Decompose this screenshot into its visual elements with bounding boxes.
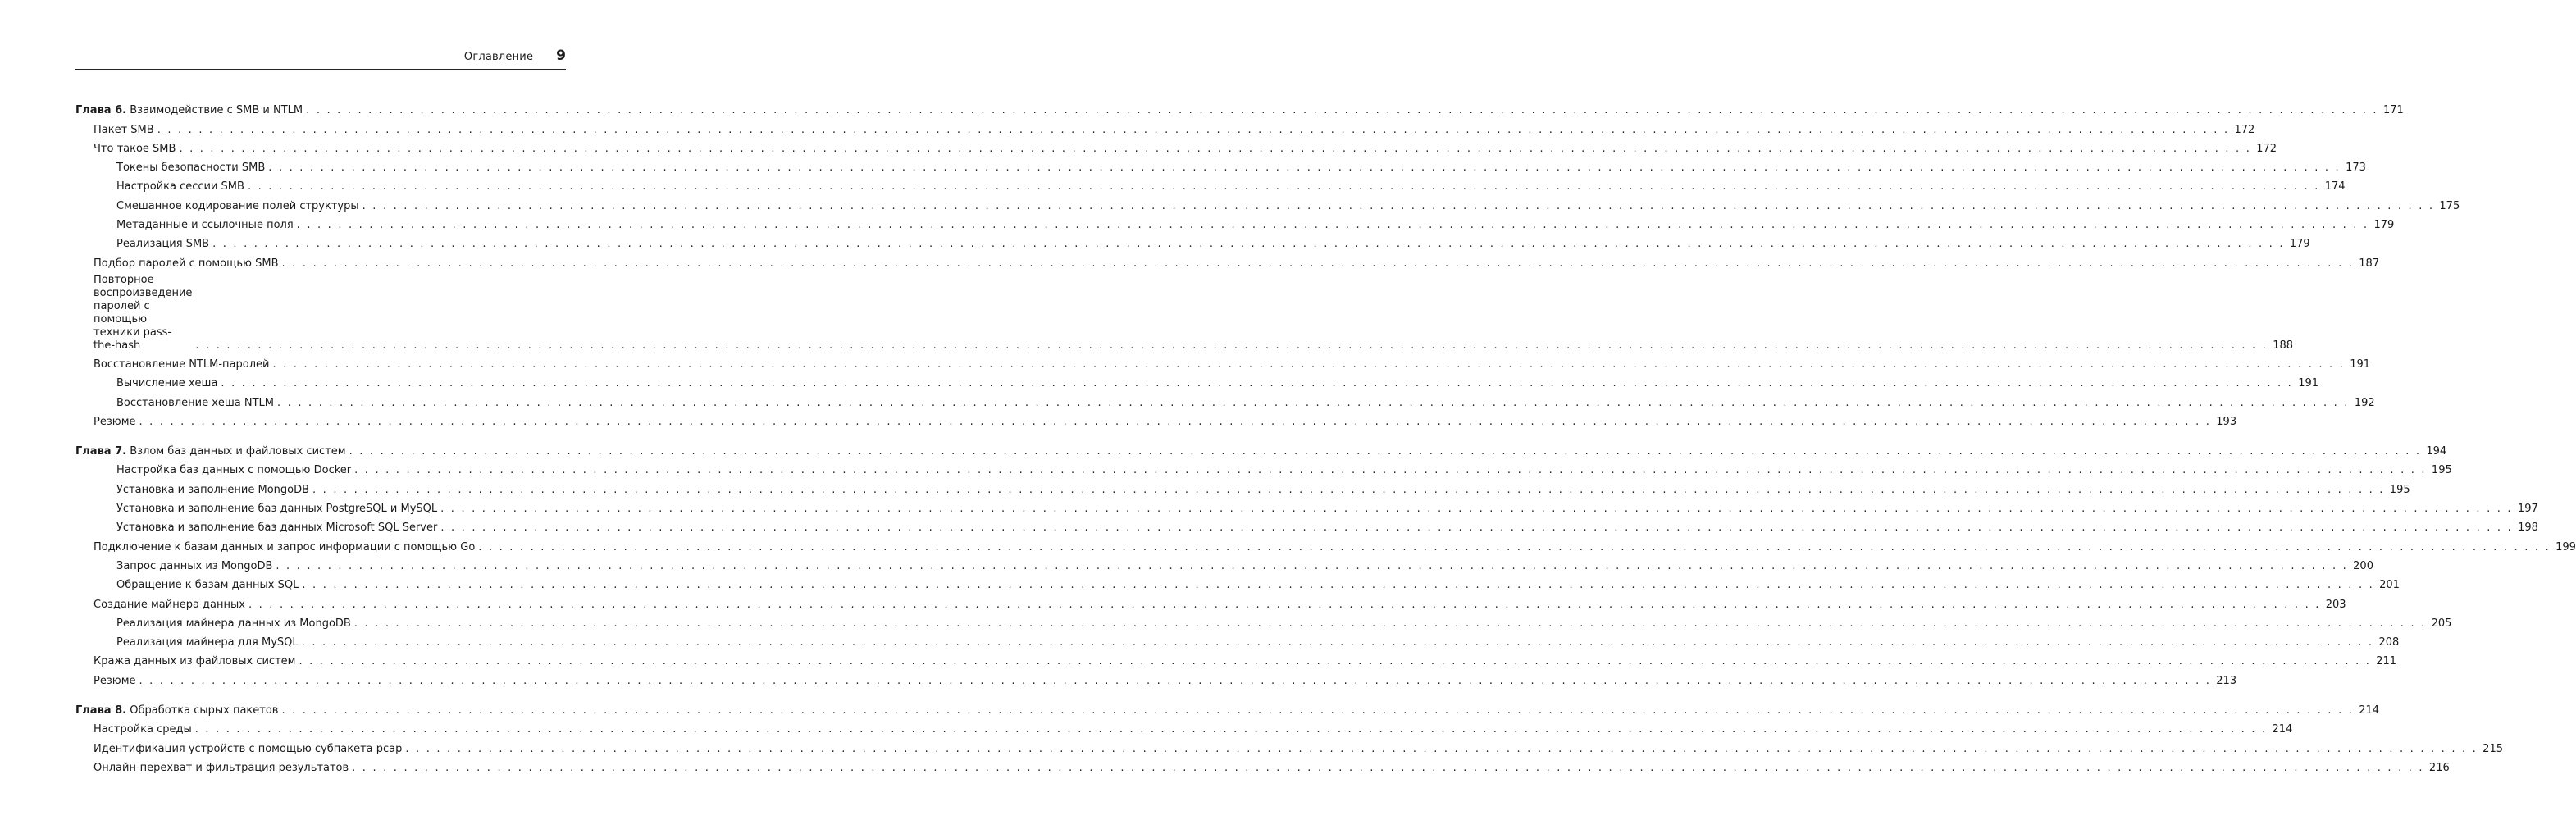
entry-title: Онлайн-перехват и фильтрация результатов	[93, 761, 349, 774]
dot-leader: . . . . . . . . . . . . . . . . . . . . . . . . . . . . . . . . . . . . . . . . . . . . . . . . . . . . . . . . . . . . . . . . . . . . . . . . . . . . . . . . . . . . . . . . . . . . . . . . . . . . . . . . . . . . . . . . . . . . . . . . . . . . . . . . . . . . . . . . . . . . . . . . . . . . . . . . . . . . . . . . . . . . . . . . . . . . . . . . . . . . . . . . . . . . . . . . . . . . . . . .	[139, 415, 2212, 428]
running-header	[75, 48, 566, 70]
entry-page-number: 179	[2373, 219, 2395, 232]
subsection-entry[interactable]	[75, 612, 2452, 631]
subsection-entry[interactable]	[75, 631, 2400, 649]
subsection-entry[interactable]	[75, 156, 2366, 175]
entry-page-number: 208	[2378, 636, 2400, 649]
entry-page-number: 179	[2289, 238, 2310, 251]
entry-page-number: 191	[2298, 377, 2319, 390]
entry-title-line1: Повторное воспроизведение паролей с помощью	[93, 273, 193, 326]
entry-title: Установка и заполнение баз данных Microsoft SQL Server	[116, 522, 438, 535]
entry-page-number: 188	[2273, 339, 2294, 352]
subsection-entry[interactable]	[75, 573, 2400, 592]
dot-leader: . . . . . . . . . . . . . . . . . . . . . . . . . . . . . . . . . . . . . . . . . . . . . . . . . . . . . . . . . . . . . . . . . . . . . . . . . . . . . . . . . . . . . . . . . . . . . . . . . . . . . . . . . . . . . . . . . . . . . . . . . . . . . . . . . . . . . . . . . . . . . . . . . . . . . . . . . . . . . . . . . . . . . . . . . . . . . . . . . . . . . . . . . . . . . . . . . . . . . . . .	[221, 377, 2294, 390]
section-gap	[75, 688, 566, 699]
entry-title: Что такое SMB	[93, 142, 176, 155]
section-entry[interactable]	[75, 117, 2255, 136]
entry-title: Обращение к базам данных SQL	[116, 579, 299, 592]
entry-title: Настройка среды	[93, 723, 192, 736]
chapter-heading	[75, 445, 346, 458]
dot-leader: . . . . . . . . . . . . . . . . . . . . . . . . . . . . . . . . . . . . . . . . . . . . . . . . . . . . . . . . . . . . . . . . . . . . . . . . . . . . . . . . . . . . . . . . . . . . . . . . . . . . . . . . . . . . . . . . . . . . . . . . . . . . . . . . . . . . . . . . . . . . . . . . . . . . . . . . . . . . . . . . . . . . . . . . . . . . . . . . . . . . . . . . . . . . . . . . . . . . . . . .	[301, 636, 2374, 649]
entry-page-number: 197	[2517, 503, 2538, 516]
entry-title: Реализация майнера для MySQL	[116, 636, 299, 649]
dot-leader: . . . . . . . . . . . . . . . . . . . . . . . . . . . . . . . . . . . . . . . . . . . . . . . . . . . . . . . . . . . . . . . . . . . . . . . . . . . . . . . . . . . . . . . . . . . . . . . . . . . . . . . . . . . . . . . . . . . . . . . . . . . . . . . . . . . . . . . . . . . . . . . . . . . . . . . . . . . . . . . . . . . . . . . . . . . . . . . . . . . . . . . . . . . . . . . . . . . . . . . .	[349, 445, 2422, 458]
dot-leader: . . . . . . . . . . . . . . . . . . . . . . . . . . . . . . . . . . . . . . . . . . . . . . . . . . . . . . . . . . . . . . . . . . . . . . . . . . . . . . . . . . . . . . . . . . . . . . . . . . . . . . . . . . . . . . . . . . . . . . . . . . . . . . . . . . . . . . . . . . . . . . . . . . . . . . . . . . . . . . . . . . . . . . . . . . . . . . . . . . . . . . . . . . . . . . . . . . . . . . . .	[212, 238, 2285, 251]
entry-page-number: 172	[2256, 142, 2277, 155]
dot-leader: . . . . . . . . . . . . . . . . . . . . . . . . . . . . . . . . . . . . . . . . . . . . . . . . . . . . . . . . . . . . . . . . . . . . . . . . . . . . . . . . . . . . . . . . . . . . . . . . . . . . . . . . . . . . . . . . . . . . . . . . . . . . . . . . . . . . . . . . . . . . . . . . . . . . . . . . . . . . . . . . . . . . . . . . . . . . . . . . . . . . . . . . . . . . . . . . . . . . . . . .	[179, 142, 2252, 155]
entry-page-number: 198	[2518, 522, 2538, 535]
entry-page-number: 215	[2483, 742, 2503, 755]
entry-page-number: 195	[2431, 464, 2452, 477]
chapter-title: Обработка сырых пакетов	[130, 704, 279, 718]
entry-title: Пакет SMB	[93, 123, 154, 136]
dot-leader: . . . . . . . . . . . . . . . . . . . . . . . . . . . . . . . . . . . . . . . . . . . . . . . . . . . . . . . . . . . . . . . . . . . . . . . . . . . . . . . . . . . . . . . . . . . . . . . . . . . . . . . . . . . . . . . . . . . . . . . . . . . . . . . . . . . . . . . . . . . . . . . . . . . . . . . . . . . . . . . . . . . . . . . . . . . . . . . . . . . . . . . . . . . . . . . . . . . . . . . .	[440, 522, 2513, 535]
table-of-contents	[75, 98, 2576, 775]
subsection-entry[interactable]	[75, 497, 2538, 516]
page-number: 9	[556, 48, 566, 64]
subsection-entry[interactable]	[75, 477, 2410, 496]
dot-leader: . . . . . . . . . . . . . . . . . . . . . . . . . . . . . . . . . . . . . . . . . . . . . . . . . . . . . . . . . . . . . . . . . . . . . . . . . . . . . . . . . . . . . . . . . . . . . . . . . . . . . . . . . . . . . . . . . . . . . . . . . . . . . . . . . . . . . . . . . . . . . . . . . . . . . . . . . . . . . . . . . . . . . . . . . . . . . . . . . . . . . . . . . . . . . . . . . . . . . . . .	[248, 598, 2321, 611]
chapter-entry[interactable]	[75, 699, 2380, 718]
section-entry[interactable]	[75, 756, 2450, 775]
dot-leader: . . . . . . . . . . . . . . . . . . . . . . . . . . . . . . . . . . . . . . . . . . . . . . . . . . . . . . . . . . . . . . . . . . . . . . . . . . . . . . . . . . . . . . . . . . . . . . . . . . . . . . . . . . . . . . . . . . . . . . . . . . . . . . . . . . . . . . . . . . . . . . . . . . . . . . . . . . . . . . . . . . . . . . . . . . . . . . . . . . . . . . . . . . . . . . . . . . . . . . . .	[302, 579, 2374, 592]
entry-page-number: 195	[2389, 483, 2410, 496]
section-entry[interactable]	[75, 649, 2397, 668]
dot-leader: . . . . . . . . . . . . . . . . . . . . . . . . . . . . . . . . . . . . . . . . . . . . . . . . . . . . . . . . . . . . . . . . . . . . . . . . . . . . . . . . . . . . . . . . . . . . . . . . . . . . . . . . . . . . . . . . . . . . . . . . . . . . . . . . . . . . . . . . . . . . . . . . . . . . . . . . . . . . . . . . . . . . . . . . . . . . . . . . . . . . . . . . . . . . . . . . . . . . . . . .	[195, 339, 2268, 352]
chapter-label: Глава 6.	[75, 104, 127, 117]
chapter-title: Взлом баз данных и файловых систем	[130, 445, 346, 458]
dot-leader: . . . . . . . . . . . . . . . . . . . . . . . . . . . . . . . . . . . . . . . . . . . . . . . . . . . . . . . . . . . . . . . . . . . . . . . . . . . . . . . . . . . . . . . . . . . . . . . . . . . . . . . . . . . . . . . . . . . . . . . . . . . . . . . . . . . . . . . . . . . . . . . . . . . . . . . . . . . . . . . . . . . . . . . . . . . . . . . . . . . . . . . . . . . . . . . . . . . . . . . .	[281, 257, 2355, 270]
subsection-entry[interactable]	[75, 554, 2373, 573]
section-entry[interactable]	[75, 736, 2503, 755]
entry-title: Кража данных из файловых систем	[93, 655, 296, 668]
entry-page-number: 187	[2359, 257, 2380, 270]
dot-leader: . . . . . . . . . . . . . . . . . . . . . . . . . . . . . . . . . . . . . . . . . . . . . . . . . . . . . . . . . . . . . . . . . . . . . . . . . . . . . . . . . . . . . . . . . . . . . . . . . . . . . . . . . . . . . . . . . . . . . . . . . . . . . . . . . . . . . . . . . . . . . . . . . . . . . . . . . . . . . . . . . . . . . . . . . . . . . . . . . . . . . . . . . . . . . . . . . . . . . . . .	[299, 655, 2372, 668]
section-entry[interactable]	[75, 535, 2576, 554]
subsection-entry[interactable]	[75, 516, 2538, 535]
entry-page-number: 211	[2376, 655, 2397, 668]
entry-title-line2: техники pass-the-hash	[93, 326, 172, 352]
dot-leader: . . . . . . . . . . . . . . . . . . . . . . . . . . . . . . . . . . . . . . . . . . . . . . . . . . . . . . . . . . . . . . . . . . . . . . . . . . . . . . . . . . . . . . . . . . . . . . . . . . . . . . . . . . . . . . . . . . . . . . . . . . . . . . . . . . . . . . . . . . . . . . . . . . . . . . . . . . . . . . . . . . . . . . . . . . . . . . . . . . . . . . . . . . . . . . . . . . . . . . . .	[440, 503, 2513, 516]
subsection-entry[interactable]	[75, 175, 2346, 194]
subsection-entry[interactable]	[75, 390, 2375, 409]
entry-title: Резюме	[93, 674, 136, 687]
entry-title: Токены безопасности SMB	[116, 162, 266, 175]
entry-page-number: 191	[2350, 358, 2371, 371]
dot-leader: . . . . . . . . . . . . . . . . . . . . . . . . . . . . . . . . . . . . . . . . . . . . . . . . . . . . . . . . . . . . . . . . . . . . . . . . . . . . . . . . . . . . . . . . . . . . . . . . . . . . . . . . . . . . . . . . . . . . . . . . . . . . . . . . . . . . . . . . . . . . . . . . . . . . . . . . . . . . . . . . . . . . . . . . . . . . . . . . . . . . . . . . . . . . . . . . . . . . . . . .	[405, 742, 2478, 755]
dot-leader: . . . . . . . . . . . . . . . . . . . . . . . . . . . . . . . . . . . . . . . . . . . . . . . . . . . . . . . . . . . . . . . . . . . . . . . . . . . . . . . . . . . . . . . . . . . . . . . . . . . . . . . . . . . . . . . . . . . . . . . . . . . . . . . . . . . . . . . . . . . . . . . . . . . . . . . . . . . . . . . . . . . . . . . . . . . . . . . . . . . . . . . . . . . . . . . . . . . . . . . .	[272, 358, 2346, 371]
entry-page-number: 199	[2555, 540, 2576, 554]
entry-title: Резюме	[93, 415, 136, 428]
chapter-label: Глава 8.	[75, 704, 127, 718]
section-gap	[75, 429, 566, 440]
entry-page-number: 214	[2272, 723, 2293, 736]
dot-leader: . . . . . . . . . . . . . . . . . . . . . . . . . . . . . . . . . . . . . . . . . . . . . . . . . . . . . . . . . . . . . . . . . . . . . . . . . . . . . . . . . . . . . . . . . . . . . . . . . . . . . . . . . . . . . . . . . . . . . . . . . . . . . . . . . . . . . . . . . . . . . . . . . . . . . . . . . . . . . . . . . . . . . . . . . . . . . . . . . . . . . . . . . . . . . . . . . . . . . . . .	[362, 199, 2435, 212]
entry-page-number: 172	[2234, 123, 2255, 136]
chapter-entry[interactable]	[75, 440, 2447, 458]
section-entry[interactable]	[75, 592, 2346, 611]
dot-leader: . . . . . . . . . . . . . . . . . . . . . . . . . . . . . . . . . . . . . . . . . . . . . . . . . . . . . . . . . . . . . . . . . . . . . . . . . . . . . . . . . . . . . . . . . . . . . . . . . . . . . . . . . . . . . . . . . . . . . . . . . . . . . . . . . . . . . . . . . . . . . . . . . . . . . . . . . . . . . . . . . . . . . . . . . . . . . . . . . . . . . . . . . . . . . . . . . . . . . . . .	[194, 723, 2268, 736]
entry-page-number: 205	[2431, 617, 2452, 630]
section-entry[interactable]	[75, 251, 2380, 270]
dot-leader: . . . . . . . . . . . . . . . . . . . . . . . . . . . . . . . . . . . . . . . . . . . . . . . . . . . . . . . . . . . . . . . . . . . . . . . . . . . . . . . . . . . . . . . . . . . . . . . . . . . . . . . . . . . . . . . . . . . . . . . . . . . . . . . . . . . . . . . . . . . . . . . . . . . . . . . . . . . . . . . . . . . . . . . . . . . . . . . . . . . . . . . . . . . . . . . . . . . . . . . .	[353, 617, 2427, 630]
entry-title: Восстановление хеша NTLM	[116, 396, 275, 409]
subsection-entry[interactable]	[75, 194, 2460, 212]
section-entry[interactable]	[75, 137, 2277, 156]
chapter-heading	[75, 104, 303, 117]
entry-title: Настройка баз данных с помощью Docker	[116, 464, 352, 477]
entry-page-number: 175	[2439, 199, 2460, 212]
entry-title: Запрос данных из MongoDB	[116, 559, 273, 572]
entry-title: Настройка сессии SMB	[116, 180, 244, 194]
entry-title: Установка и заполнение баз данных PostgreSQL и MySQL	[116, 503, 438, 516]
dot-leader: . . . . . . . . . . . . . . . . . . . . . . . . . . . . . . . . . . . . . . . . . . . . . . . . . . . . . . . . . . . . . . . . . . . . . . . . . . . . . . . . . . . . . . . . . . . . . . . . . . . . . . . . . . . . . . . . . . . . . . . . . . . . . . . . . . . . . . . . . . . . . . . . . . . . . . . . . . . . . . . . . . . . . . . . . . . . . . . . . . . . . . . . . . . . . . . . . . . . . . . .	[352, 761, 2424, 774]
entry-page-number: 173	[2346, 162, 2366, 175]
entry-title: Создание майнера данных	[93, 598, 245, 611]
subsection-entry[interactable]	[75, 213, 2395, 232]
section-entry[interactable]	[75, 718, 2293, 736]
dot-leader: . . . . . . . . . . . . . . . . . . . . . . . . . . . . . . . . . . . . . . . . . . . . . . . . . . . . . . . . . . . . . . . . . . . . . . . . . . . . . . . . . . . . . . . . . . . . . . . . . . . . . . . . . . . . . . . . . . . . . . . . . . . . . . . . . . . . . . . . . . . . . . . . . . . . . . . . . . . . . . . . . . . . . . . . . . . . . . . . . . . . . . . . . . . . . . . . . . . . . . . .	[281, 704, 2355, 718]
section-entry[interactable]	[75, 410, 2237, 429]
dot-leader: . . . . . . . . . . . . . . . . . . . . . . . . . . . . . . . . . . . . . . . . . . . . . . . . . . . . . . . . . . . . . . . . . . . . . . . . . . . . . . . . . . . . . . . . . . . . . . . . . . . . . . . . . . . . . . . . . . . . . . . . . . . . . . . . . . . . . . . . . . . . . . . . . . . . . . . . . . . . . . . . . . . . . . . . . . . . . . . . . . . . . . . . . . . . . . . . . . . . . . . .	[354, 464, 2427, 477]
entry-title: Установка и заполнение MongoDB	[116, 483, 310, 496]
subsection-entry[interactable]	[75, 458, 2452, 477]
dot-leader: . . . . . . . . . . . . . . . . . . . . . . . . . . . . . . . . . . . . . . . . . . . . . . . . . . . . . . . . . . . . . . . . . . . . . . . . . . . . . . . . . . . . . . . . . . . . . . . . . . . . . . . . . . . . . . . . . . . . . . . . . . . . . . . . . . . . . . . . . . . . . . . . . . . . . . . . . . . . . . . . . . . . . . . . . . . . . . . . . . . . . . . . . . . . . . . . . . . . . . . .	[276, 559, 2348, 572]
entry-title	[93, 274, 192, 353]
dot-leader: . . . . . . . . . . . . . . . . . . . . . . . . . . . . . . . . . . . . . . . . . . . . . . . . . . . . . . . . . . . . . . . . . . . . . . . . . . . . . . . . . . . . . . . . . . . . . . . . . . . . . . . . . . . . . . . . . . . . . . . . . . . . . . . . . . . . . . . . . . . . . . . . . . . . . . . . . . . . . . . . . . . . . . . . . . . . . . . . . . . . . . . . . . . . . . . . . . . . . . . .	[306, 104, 2378, 117]
dot-leader: . . . . . . . . . . . . . . . . . . . . . . . . . . . . . . . . . . . . . . . . . . . . . . . . . . . . . . . . . . . . . . . . . . . . . . . . . . . . . . . . . . . . . . . . . . . . . . . . . . . . . . . . . . . . . . . . . . . . . . . . . . . . . . . . . . . . . . . . . . . . . . . . . . . . . . . . . . . . . . . . . . . . . . . . . . . . . . . . . . . . . . . . . . . . . . . . . . . . . . . .	[478, 540, 2551, 554]
dot-leader: . . . . . . . . . . . . . . . . . . . . . . . . . . . . . . . . . . . . . . . . . . . . . . . . . . . . . . . . . . . . . . . . . . . . . . . . . . . . . . . . . . . . . . . . . . . . . . . . . . . . . . . . . . . . . . . . . . . . . . . . . . . . . . . . . . . . . . . . . . . . . . . . . . . . . . . . . . . . . . . . . . . . . . . . . . . . . . . . . . . . . . . . . . . . . . . . . . . . . . . .	[312, 483, 2385, 496]
entry-title: Подбор паролей с помощью SMB	[93, 257, 279, 270]
section-entry[interactable]	[75, 353, 2371, 371]
chapter-label: Глава 7.	[75, 445, 127, 458]
subsection-entry[interactable]	[75, 232, 2310, 251]
entry-title: Реализация SMB	[116, 238, 210, 251]
entry-page-number: 216	[2428, 761, 2450, 774]
entry-page-number: 201	[2379, 579, 2400, 592]
entry-title: Метаданные и ссылочные поля	[116, 219, 294, 232]
chapter-entry[interactable]	[75, 98, 2404, 117]
entry-page-number: 192	[2354, 396, 2375, 409]
entry-title: Вычисление хеша	[116, 377, 218, 390]
entry-title: Подключение к базам данных и запрос информации с помощью Go	[93, 540, 476, 554]
section-entry[interactable]	[75, 271, 2294, 353]
dot-leader: . . . . . . . . . . . . . . . . . . . . . . . . . . . . . . . . . . . . . . . . . . . . . . . . . . . . . . . . . . . . . . . . . . . . . . . . . . . . . . . . . . . . . . . . . . . . . . . . . . . . . . . . . . . . . . . . . . . . . . . . . . . . . . . . . . . . . . . . . . . . . . . . . . . . . . . . . . . . . . . . . . . . . . . . . . . . . . . . . . . . . . . . . . . . . . . . . . . . . . . .	[139, 674, 2212, 687]
entry-page-number: 174	[2324, 180, 2346, 194]
entry-title: Смешанное кодирование полей структуры	[116, 199, 359, 212]
chapter-heading	[75, 704, 278, 718]
entry-title: Реализация майнера данных из MongoDB	[116, 617, 351, 630]
dot-leader: . . . . . . . . . . . . . . . . . . . . . . . . . . . . . . . . . . . . . . . . . . . . . . . . . . . . . . . . . . . . . . . . . . . . . . . . . . . . . . . . . . . . . . . . . . . . . . . . . . . . . . . . . . . . . . . . . . . . . . . . . . . . . . . . . . . . . . . . . . . . . . . . . . . . . . . . . . . . . . . . . . . . . . . . . . . . . . . . . . . . . . . . . . . . . . . . . . . . . . . .	[268, 162, 2341, 175]
subsection-entry[interactable]	[75, 371, 2319, 390]
dot-leader: . . . . . . . . . . . . . . . . . . . . . . . . . . . . . . . . . . . . . . . . . . . . . . . . . . . . . . . . . . . . . . . . . . . . . . . . . . . . . . . . . . . . . . . . . . . . . . . . . . . . . . . . . . . . . . . . . . . . . . . . . . . . . . . . . . . . . . . . . . . . . . . . . . . . . . . . . . . . . . . . . . . . . . . . . . . . . . . . . . . . . . . . . . . . . . . . . . . . . . . .	[277, 396, 2350, 409]
dot-leader: . . . . . . . . . . . . . . . . . . . . . . . . . . . . . . . . . . . . . . . . . . . . . . . . . . . . . . . . . . . . . . . . . . . . . . . . . . . . . . . . . . . . . . . . . . . . . . . . . . . . . . . . . . . . . . . . . . . . . . . . . . . . . . . . . . . . . . . . . . . . . . . . . . . . . . . . . . . . . . . . . . . . . . . . . . . . . . . . . . . . . . . . . . . . . . . . . . . . . . . .	[296, 219, 2369, 232]
entry-page-number: 193	[2216, 415, 2237, 428]
entry-title: Восстановление NTLM-паролей	[93, 358, 270, 371]
entry-page-number: 203	[2325, 598, 2346, 611]
entry-page-number: 200	[2353, 559, 2373, 572]
dot-leader: . . . . . . . . . . . . . . . . . . . . . . . . . . . . . . . . . . . . . . . . . . . . . . . . . . . . . . . . . . . . . . . . . . . . . . . . . . . . . . . . . . . . . . . . . . . . . . . . . . . . . . . . . . . . . . . . . . . . . . . . . . . . . . . . . . . . . . . . . . . . . . . . . . . . . . . . . . . . . . . . . . . . . . . . . . . . . . . . . . . . . . . . . . . . . . . . . . . . . . . .	[247, 180, 2320, 194]
chapter-page-number: 171	[2382, 104, 2404, 117]
entry-title: Идентификация устройств с помощью субпакета pcap	[93, 742, 403, 755]
chapter-page-number: 214	[2359, 704, 2380, 718]
dot-leader: . . . . . . . . . . . . . . . . . . . . . . . . . . . . . . . . . . . . . . . . . . . . . . . . . . . . . . . . . . . . . . . . . . . . . . . . . . . . . . . . . . . . . . . . . . . . . . . . . . . . . . . . . . . . . . . . . . . . . . . . . . . . . . . . . . . . . . . . . . . . . . . . . . . . . . . . . . . . . . . . . . . . . . . . . . . . . . . . . . . . . . . . . . . . . . . . . . . . . . . .	[157, 123, 2230, 136]
entry-page-number: 213	[2216, 674, 2237, 687]
chapter-page-number: 194	[2426, 445, 2447, 458]
section-entry[interactable]	[75, 668, 2237, 687]
running-header-title: Оглавление	[463, 51, 534, 63]
chapter-title: Взаимодействие с SMB и NTLM	[130, 104, 303, 117]
